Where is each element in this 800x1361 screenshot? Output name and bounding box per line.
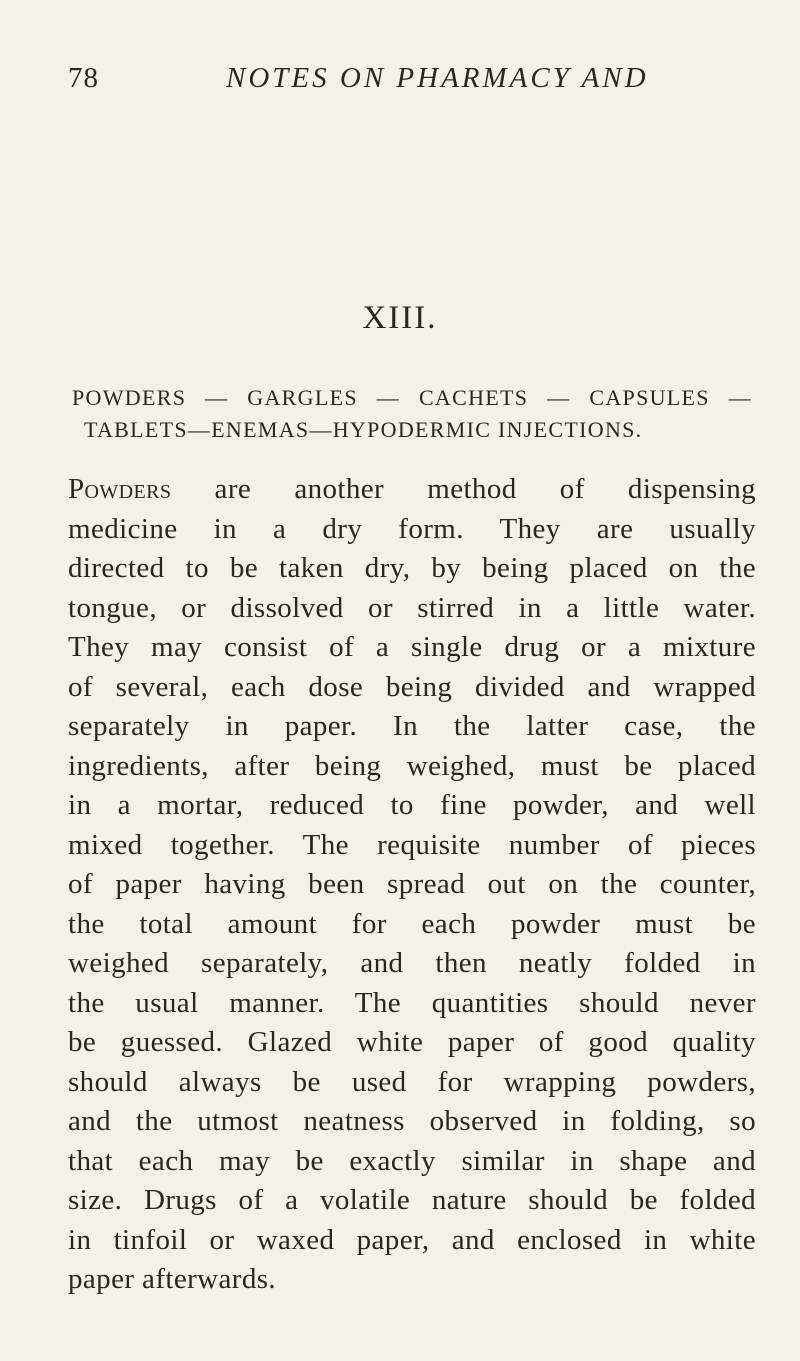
running-title: NOTES ON PHARMACY AND (226, 62, 649, 94)
body-line: the usual manner. The quantities should never (68, 986, 756, 1019)
chapter-number: XIII. (362, 300, 438, 336)
body-line: paper afterwards. (68, 1263, 277, 1295)
body-paragraph (68, 470, 756, 1300)
body-line: of several, each dose being divided and wrapped (68, 670, 756, 703)
body-line: be guessed. Glazed white paper of good quality (68, 1026, 756, 1058)
body-line: of paper having been spread out on the counter, (68, 868, 756, 900)
body-line: separately in paper. In the latter case, the (68, 710, 756, 742)
body-line: should always be used for wrapping powders, (68, 1065, 756, 1098)
lead-word: Powders (68, 473, 172, 505)
body-line: that each may be exactly similar in shape and (68, 1144, 756, 1177)
chapter-subtitle (72, 382, 752, 446)
body-line: mixed together. The requisite number of pieces (68, 828, 756, 861)
body-line: medicine in a dry form. They are usually (68, 512, 756, 545)
body-line: the total amount for each powder must be (68, 907, 756, 940)
body-line: in tinfoil or waxed paper, and enclosed in white (68, 1223, 756, 1256)
body-line: tongue, or dissolved or stirred in a little water. (68, 591, 756, 624)
body-line: weighed separately, and then neatly folded in (68, 947, 756, 979)
body-line: and the utmost neatness observed in folding, so (68, 1105, 756, 1137)
body-line: in a mortar, reduced to fine powder, and well (68, 789, 756, 821)
chapter-subtitle-line: POWDERS — GARGLES — CACHETS — CAPSULES — (72, 385, 752, 410)
running-head (0, 62, 800, 102)
body-line-text: are another method of dispensing (171, 473, 756, 505)
body-line: directed to be taken dry, by being placed on the (68, 552, 756, 584)
body-line: size. Drugs of a volatile nature should be folded (68, 1184, 756, 1216)
body-line: ingredients, after being weighed, must be placed (68, 749, 756, 782)
chapter-subtitle-line: TABLETS—ENEMAS—HYPODERMIC INJECTIONS. (84, 417, 643, 442)
body-line: They may consist of a single drug or a mixture (68, 631, 756, 663)
page-number: 78 (68, 62, 99, 94)
body-line (68, 470, 756, 510)
